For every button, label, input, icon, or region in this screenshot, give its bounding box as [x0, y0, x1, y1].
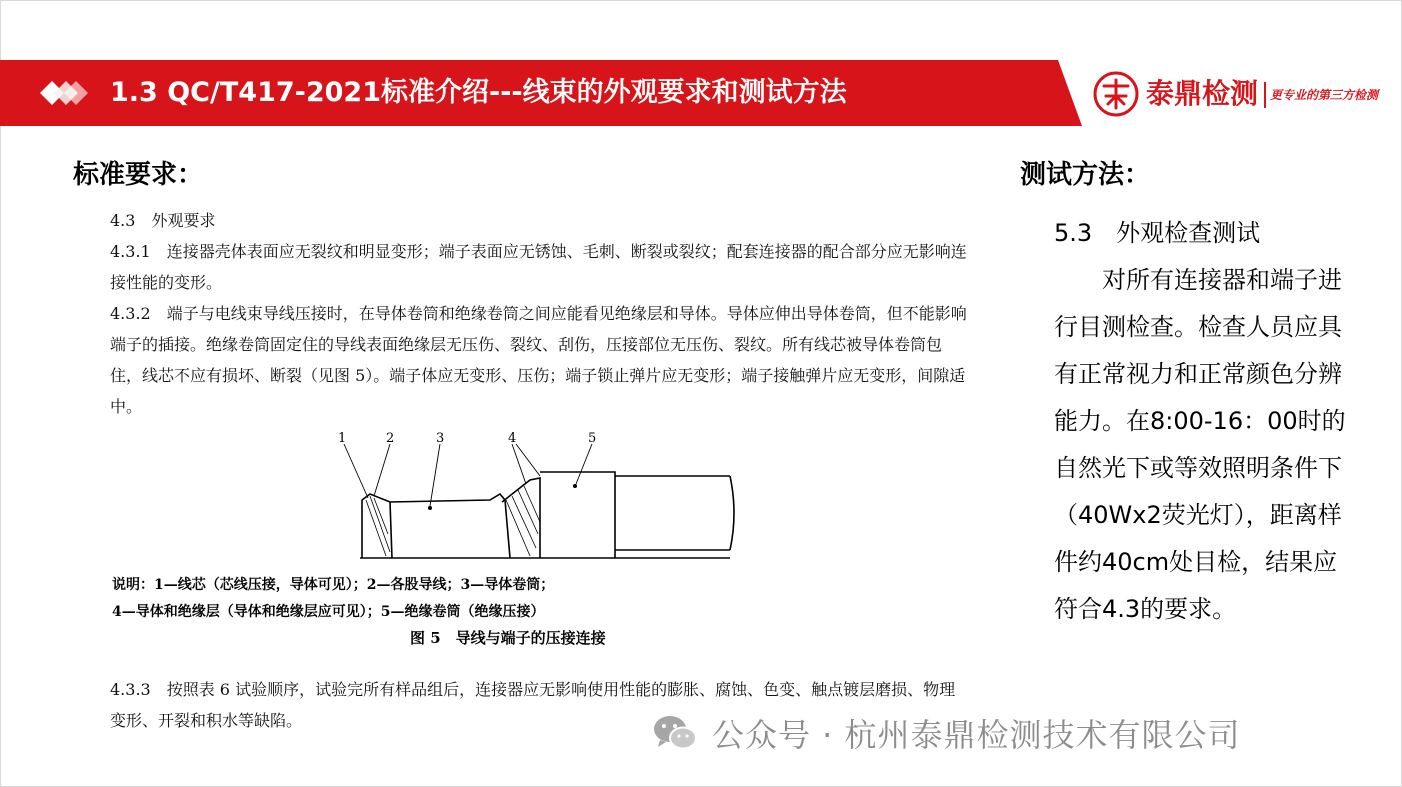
crimp-connection-figure: [330, 430, 750, 565]
section-4-3-title: 4.3 外观要求: [110, 211, 216, 230]
figure-label-2: 2: [386, 431, 395, 446]
figure-label-5: 5: [588, 431, 597, 446]
wechat-icon: [652, 713, 698, 753]
diamond-logo-icon: [38, 74, 90, 112]
figure-caption: 图 5 导线与端子的压接连接: [410, 629, 606, 647]
company-logo: [1092, 68, 1398, 122]
test-method-body: [1054, 210, 1354, 633]
wechat-watermark: [652, 712, 1241, 754]
section-4-3-2: 4.3.2 端子与电线束导线压接时，在导体卷筒和绝缘卷筒之间应能看见绝缘层和导体。导体应伸出导体卷筒，但不能影响端子的插接。绝缘卷筒固定住的导线表面绝缘层无压伤、裂纹、刮伤，压接部位无压伤、裂纹。所有线芯被导体卷筒包住，线芯不应有损坏、断裂（见图 5）。端子体应无变形、压伤；端子锁止弹片应无变形；端子接触弹片应无变形，间隙适中。: [110, 304, 967, 416]
section-5-3-title: 5.3 外观检查测试: [1054, 219, 1261, 247]
standard-text-top: [110, 205, 970, 422]
legend-line-2: 4—导体和绝缘层（导体和绝缘层应可见）；5—绝缘卷筒（绝缘压接）: [112, 604, 545, 620]
page-title: 1.3 QC/T417-2021标准介绍---线束的外观要求和测试方法: [110, 77, 847, 108]
figure-point-5: [573, 484, 577, 488]
figure-label-3: 3: [436, 431, 445, 446]
logo-separator: [1264, 82, 1266, 108]
logo-slogan: 更专业的第三方检测: [1270, 88, 1379, 102]
figure-legend: [112, 572, 812, 626]
figure-label-1: 1: [338, 431, 347, 446]
taiding-seal-icon: [1092, 70, 1140, 118]
watermark-text: 公众号 · 杭州泰鼎检测技术有限公司: [712, 716, 1241, 754]
section-4-3-3: 4.3.3 按照表 6 试验顺序，试验完所有样品组后，连接器应无影响使用性能的膨胀、腐蚀、色变、触点镀层磨损、物理变形、开裂和积水等缺陷。: [110, 680, 956, 730]
section-4-3-1: 4.3.1 连接器壳体表面应无裂纹和明显变形；端子表面应无锈蚀、毛刺、断裂或裂纹；配套连接器的配合部分应无影响连接性能的变形。: [110, 242, 967, 292]
legend-line-1: 说明：1—线芯（芯线压接，导体可见）；2—各股导线；3—导体卷筒；: [112, 577, 555, 593]
figure-label-4: 4: [508, 431, 517, 446]
logo-name: 泰鼎检测: [1146, 77, 1259, 110]
test-method-heading: 测试方法：: [1020, 160, 1151, 190]
figure-point-3: [428, 506, 432, 510]
section-5-3-text: 对所有连接器和端子进行目测检查。检查人员应具有正常视力和正常颜色分辨能力。在8:00-16：00时的自然光下或等效照明条件下（40Wx2荧光灯），距离样件约40cm处目检，结果应符合4.3的要求。: [1054, 266, 1346, 623]
standard-requirements-heading: 标准要求：: [73, 160, 204, 190]
